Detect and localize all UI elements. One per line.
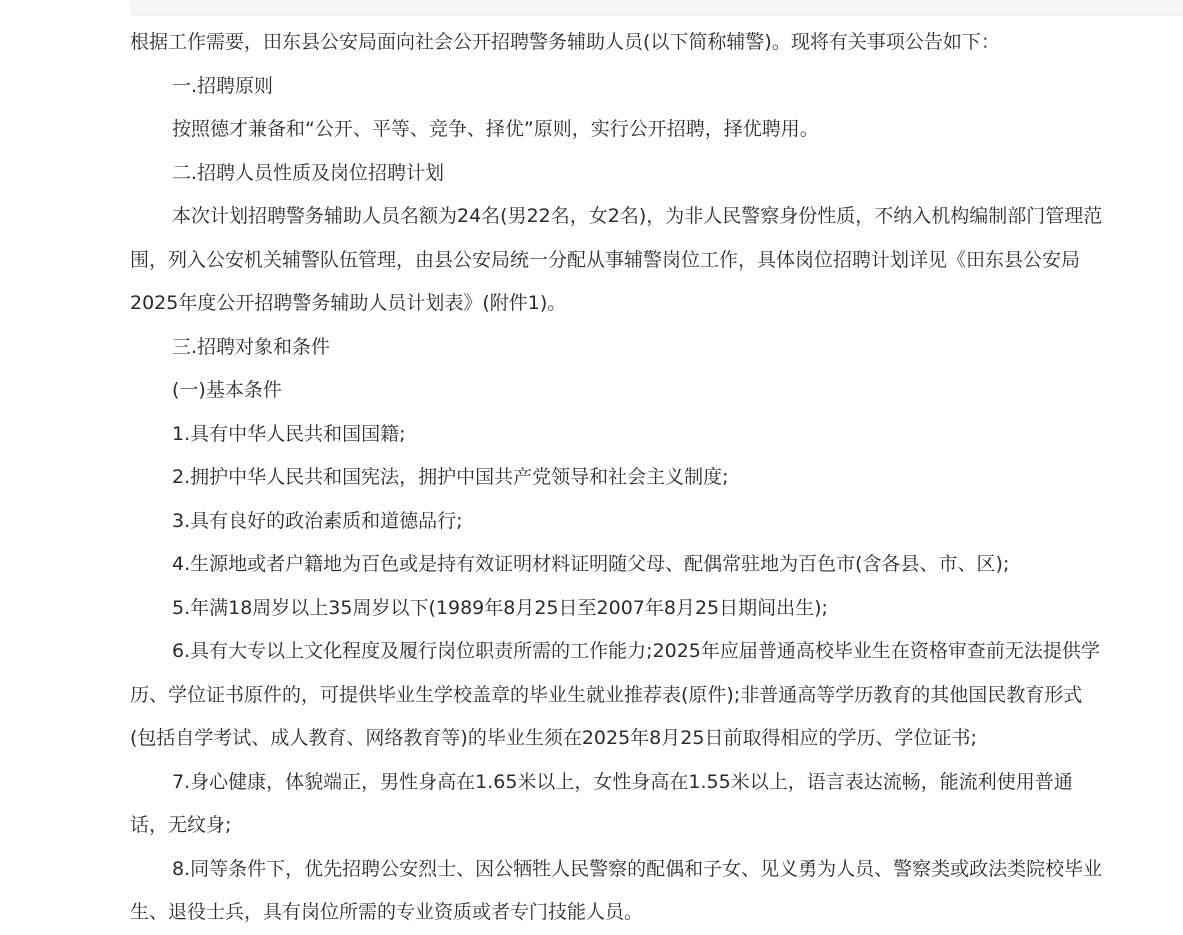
article-body	[130, 21, 1105, 935]
nature-plan-paragraph: 本次计划招聘警务辅助人员名额为24名(男22名，女2名)，为非人民警察身份性质，不纳入机构编制部门管理范围，列入公安机关辅警队伍管理，由县公安局统一分配从事辅警岗位工作，具体岗位招聘计划详见《田东县公安局2025年度公开招聘警务辅助人员计划表》(附件1)。	[130, 205, 1103, 314]
condition-item: 1.具有中华人民共和国国籍;	[172, 422, 406, 445]
condition-item: 7.身心健康，体貌端正，男性身高在1.65米以上，女性身高在1.55米以上，语言表达流畅，能流利使用普通话，无纹身;	[130, 770, 1073, 836]
condition-item: 3.具有良好的政治素质和道德品行;	[172, 509, 463, 532]
condition-item: 6.具有大专以上文化程度及履行岗位职责所需的工作能力;2025年应届普通高校毕业生在资格审查前无法提供学历、学位证书原件的，可提供毕业生学校盖章的毕业生就业推荐表(原件);非普通高等学历教育的其他国民教育形式(包括自学考试、成人教育、网络教育等)的毕业生须在2025年8月25日前取得相应的学历、学位证书;	[130, 640, 1100, 749]
section-heading-nature-plan: 二.招聘人员性质及岗位招聘计划	[172, 161, 445, 184]
condition-item: 4.生源地或者户籍地为百色或是持有效证明材料证明随父母、配偶常驻地为百色市(含各县、市、区);	[172, 553, 1010, 575]
condition-item: 2.拥护中华人民共和国宪法，拥护中国共产党领导和社会主义制度;	[172, 466, 729, 488]
top-bar	[130, 0, 1183, 16]
condition-item: 8.同等条件下，优先招聘公安烈士、因公牺牲人民警察的配偶和子女、见义勇为人员、警察类或政法类院校毕业生、退役士兵，具有岗位所需的专业资质或者专门技能人员。	[130, 857, 1103, 923]
section-heading-principles: 一.招聘原则	[172, 74, 274, 97]
condition-item: 5.年满18周岁以上35周岁以下(1989年8月25日至2007年8月25日期间出生);	[172, 596, 828, 619]
section-heading-targets-conditions: 三.招聘对象和条件	[172, 335, 331, 358]
subsection-heading-basic-conditions: (一)基本条件	[172, 379, 282, 401]
intro-paragraph: 根据工作需要，田东县公安局面向社会公开招聘警务辅助人员(以下简称辅警)。现将有关事项公告如下：	[130, 31, 1000, 53]
principles-paragraph: 按照德才兼备和“公开、平等、竞争、择优”原则，实行公开招聘，择优聘用。	[172, 118, 819, 140]
